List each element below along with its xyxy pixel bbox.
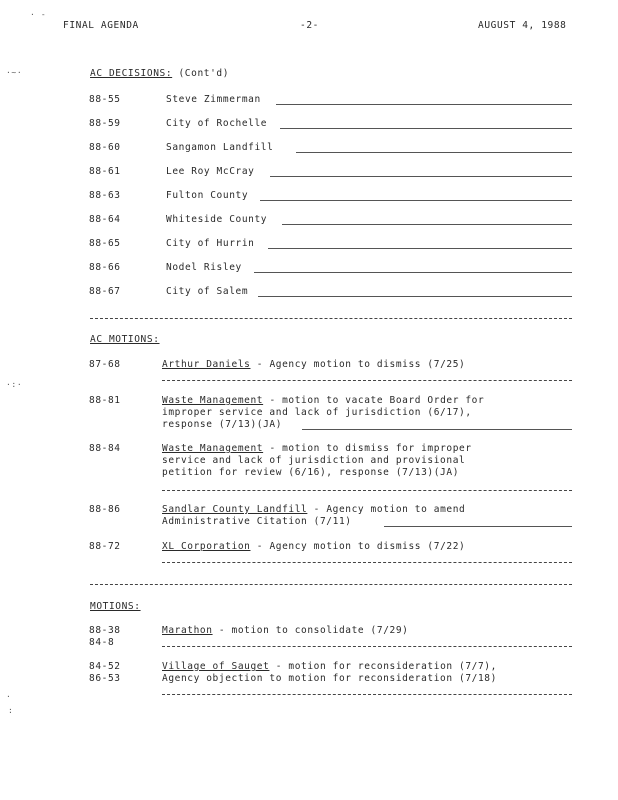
party-name: Marathon [162,625,213,636]
motion-desc: - Agency motion to amend [307,504,466,515]
motion-desc-line: improper service and lack of jurisdiction (6/17), [162,407,472,418]
case-name: City of Salem [166,286,249,297]
case-number: 88-60 [89,142,121,153]
signature-line [260,200,572,201]
section-title: AC DECISIONS: [90,68,173,79]
case-name: Nodel Risley [166,262,242,273]
case-number: 88-72 [89,541,121,552]
case-number: 88-61 [89,166,121,177]
signature-line [162,562,572,563]
header-page-number: -2- [300,20,319,31]
signature-line [276,104,572,105]
motions-heading: MOTIONS: [90,601,141,612]
signature-line [162,380,572,381]
motion-desc: - motion to vacate Board Order for [263,395,485,406]
case-number: 88-59 [89,118,121,129]
section-divider [90,318,572,319]
motion-text [162,395,484,407]
header-date: AUGUST 4, 1988 [478,20,567,31]
case-number: 88-84 [89,443,121,454]
motion-text [162,359,465,371]
case-number: 88-67 [89,286,121,297]
motion-desc-line: Agency objection to motion for reconsideration (7/18) [162,673,497,684]
scan-mark: ·:· [6,380,23,389]
case-name: City of Rochelle [166,118,268,129]
scan-mark: · [6,692,12,701]
motion-desc: - motion to consolidate (7/29) [212,625,409,636]
case-name: Sangamon Landfill [166,142,274,153]
party-name: Waste Management [162,395,264,406]
header-left: FINAL AGENDA [63,20,139,31]
signature-line [162,646,572,647]
case-name: Steve Zimmerman [166,94,261,105]
case-number: 88-64 [89,214,121,225]
section-contd: (Cont'd) [178,68,230,79]
motion-text [162,625,408,637]
case-number: 88-38 [89,625,121,636]
signature-line [254,272,572,273]
case-number-secondary: 84-8 [89,637,115,648]
signature-line [302,429,572,430]
scan-mark: · - [30,10,47,19]
signature-line [162,694,572,695]
motion-desc: - Agency motion to dismiss (7/22) [250,541,466,552]
case-number: 88-65 [89,238,121,249]
case-number: 88-86 [89,504,121,515]
case-number: 84-52 [89,661,121,672]
case-name: Whiteside County [166,214,268,225]
ac-motions-heading: AC MOTIONS: [90,334,160,345]
signature-line [282,224,572,225]
signature-line [384,526,572,527]
case-number: 87-68 [89,359,121,370]
motion-text [162,504,465,516]
signature-line [162,490,572,491]
signature-line [270,176,572,177]
motion-text [162,541,465,553]
case-number: 88-55 [89,94,121,105]
case-number-secondary: 86-53 [89,673,121,684]
motion-desc-line: Administrative Citation (7/11) [162,516,352,527]
case-name: Fulton County [166,190,249,201]
party-name: Waste Management [162,443,264,454]
case-name: Lee Roy McCray [166,166,255,177]
case-number: 88-66 [89,262,121,273]
motion-text [162,661,497,673]
signature-line [296,152,572,153]
motion-desc-line: response (7/13)(JA) [162,419,283,430]
scan-mark: : [8,706,14,715]
motion-text [162,443,472,455]
case-number: 88-63 [89,190,121,201]
motion-desc-line: petition for review (6/16), response (7/13)(JA) [162,467,460,478]
signature-line [258,296,572,297]
party-name: Arthur Daniels [162,359,251,370]
signature-line [268,248,572,249]
motion-desc-line: service and lack of jurisdiction and provisional [162,455,466,466]
section-divider [90,584,572,585]
party-name: XL Corporation [162,541,251,552]
case-name: City of Hurrin [166,238,255,249]
party-name: Village of Sauget [162,661,270,672]
motion-desc: - Agency motion to dismiss (7/25) [250,359,466,370]
case-number: 88-81 [89,395,121,406]
party-name: Sandlar County Landfill [162,504,308,515]
ac-decisions-heading [90,68,229,79]
signature-line [280,128,572,129]
motion-desc: - motion to dismiss for improper [263,443,472,454]
scan-mark: ·~· [6,68,23,77]
motion-desc: - motion for reconsideration (7/7), [269,661,497,672]
